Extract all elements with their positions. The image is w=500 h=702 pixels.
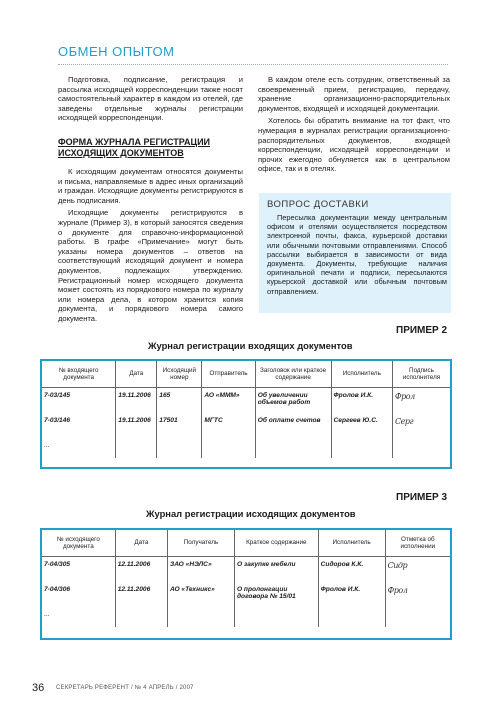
table-cell: 7-04/306: [42, 582, 115, 607]
table-cell: Сергеев Ю.С.: [331, 413, 393, 438]
table-cell: Сидоров К.К.: [318, 557, 385, 583]
signature: Сидр: [387, 561, 408, 570]
table-cell: ...: [42, 607, 115, 627]
table-cell: О пролонгации договора № 15/01: [234, 582, 318, 607]
column-header: Заголовок или краткое содержание: [255, 361, 331, 388]
example-2-label: ПРИМЕР 2: [396, 325, 448, 336]
table-cell: АО «МММ»: [202, 388, 255, 414]
right-column: [258, 75, 450, 174]
example-2-title: Журнал регистрации входящих документов: [148, 340, 353, 351]
heading-line-1: ФОРМА ЖУРНАЛА РЕГИСТРАЦИИ: [58, 136, 211, 147]
column-header: Отметка об исполнении: [385, 530, 450, 557]
page-number: 36: [32, 682, 45, 694]
table-cell: ...: [42, 438, 116, 458]
heading-line-2: ИСХОДЯЩИХ ДОКУМЕНТОВ: [58, 147, 184, 158]
table-cell: Об увеличении объемов работ: [255, 388, 331, 414]
table-row: [42, 582, 450, 607]
column-header: Подпись исполнителя: [393, 361, 450, 388]
column-header: Получатель: [168, 530, 235, 557]
column-header: № исходящего документа: [42, 530, 115, 557]
table-cell: 7-03/145: [42, 388, 116, 414]
delivery-callout: [259, 193, 451, 313]
table-cell: 7-03/146: [42, 413, 116, 438]
table-cell: Фролов И.К.: [318, 582, 385, 607]
table-row: [42, 557, 450, 583]
paragraph: К исходящим документам относятся документы и письма, направляемые в адрес иных организаций и граждан. Исходящие документы регистрируются в день подписания.: [58, 166, 243, 205]
table-cell: О закупке мебели: [234, 557, 318, 583]
paragraph: Хотелось бы обратить внимание на тот факт, что нумерация в журналах регистрации организационно-распорядительных документов, входящей корреспонденции, исходящей корреспонденции и прочих ежегодно обнуляется как в центральном офисе, так и в отелях.: [258, 116, 450, 174]
outgoing-journal-frame: [40, 528, 452, 640]
paragraph: В каждом отеле есть сотрудник, ответственный за своевременный прием, регистрацию, передачу, хранение организационно-распорядительных документов, входящей и исходящей документации.: [258, 75, 450, 113]
table-header-row: [42, 530, 450, 557]
column-header: Отправитель: [202, 361, 255, 388]
table-row: [42, 388, 450, 414]
column-header: Краткое содержание: [234, 530, 318, 557]
table-cell: ЗАО «НЭЛС»: [168, 557, 235, 583]
table-cell: Об оплате счетов: [255, 413, 331, 438]
paragraph: Подготовка, подписание, регистрация и рассылка исходящей корреспонденции также носят самостоятельный характер в каждом из отелей, где заведены отдельные журналы регистрации исходящей корреспонденции.: [58, 75, 243, 123]
outgoing-journal-table: [42, 530, 450, 627]
column-header: Исполнитель: [318, 530, 385, 557]
table-cell: Фролов И.К.: [331, 388, 393, 414]
column-header: Исходящий номер: [157, 361, 202, 388]
table-cell: 7-04/305: [42, 557, 115, 583]
incoming-journal-frame: [40, 359, 452, 469]
left-column: [58, 75, 243, 323]
table-row: [42, 413, 450, 438]
signature: Фрол: [387, 586, 408, 595]
footer-publication: СЕКРЕТАРЬ РЕФЕРЕНТ / № 4 АПРЕЛЬ / 2007: [56, 685, 194, 691]
callout-title: ВОПРОС ДОСТАВКИ: [267, 199, 369, 210]
table-cell: 12.11.2006: [115, 582, 167, 607]
signature-cell: [393, 413, 450, 438]
table-row: [42, 607, 450, 627]
divider: [58, 64, 448, 65]
example-3-label: ПРИМЕР 3: [396, 492, 448, 503]
section-label: ОБМЕН ОПЫТОМ: [58, 44, 175, 59]
table-cell: 17501: [157, 413, 202, 438]
table-header-row: [42, 361, 450, 388]
incoming-journal-table: [42, 361, 450, 458]
paragraph: Исходящие документы регистрируются в журнале (Пример 3), в который заносятся сведения о документе для справочно-информационной работы. В графе «Примечание» могут быть указаны номера документов – ответов на соответствующий исходящий документ и номера документов, подлежащих утверждению. Регистрационный номер исходящего документа может состоять из порядкового номера по журналу или номера дела, в котором хранится копия документа, и порядкового номера самого документа.: [58, 208, 243, 323]
signature-cell: [385, 582, 450, 607]
table-cell: 12.11.2006: [115, 557, 167, 583]
column-header: Дата: [115, 530, 167, 557]
signature: Фрол: [395, 392, 415, 401]
example-3-title: Журнал регистрации исходящих документов: [146, 508, 356, 519]
table-cell: АО «Техникс»: [168, 582, 235, 607]
signature-cell: [385, 557, 450, 583]
table-cell: 19.11.2006: [116, 388, 157, 414]
signature-cell: [393, 388, 450, 414]
column-header: Дата: [116, 361, 157, 388]
column-header: Исполнитель: [331, 361, 393, 388]
table-cell: 165: [157, 388, 202, 414]
table-cell: 19.11.2006: [116, 413, 157, 438]
callout-text: [267, 213, 447, 296]
signature: Серг: [395, 417, 414, 426]
table-row: [42, 438, 450, 458]
paragraph: Пересылка документации между центральным офисом и отелями осуществляется посредством электронной почты, факса, курьерской доставки или обычными почтовыми отправлениями. Способ рассылки выбирается в зависимости от вида документа. Документы, требующие наличия оригинальной печати и подписи, пересылаются курьерской доставкой или обычным почтовым отправлением.: [267, 213, 447, 296]
table-cell: МГТС: [202, 413, 255, 438]
column-header: № входящего документа: [42, 361, 116, 388]
section-heading: [58, 137, 243, 159]
